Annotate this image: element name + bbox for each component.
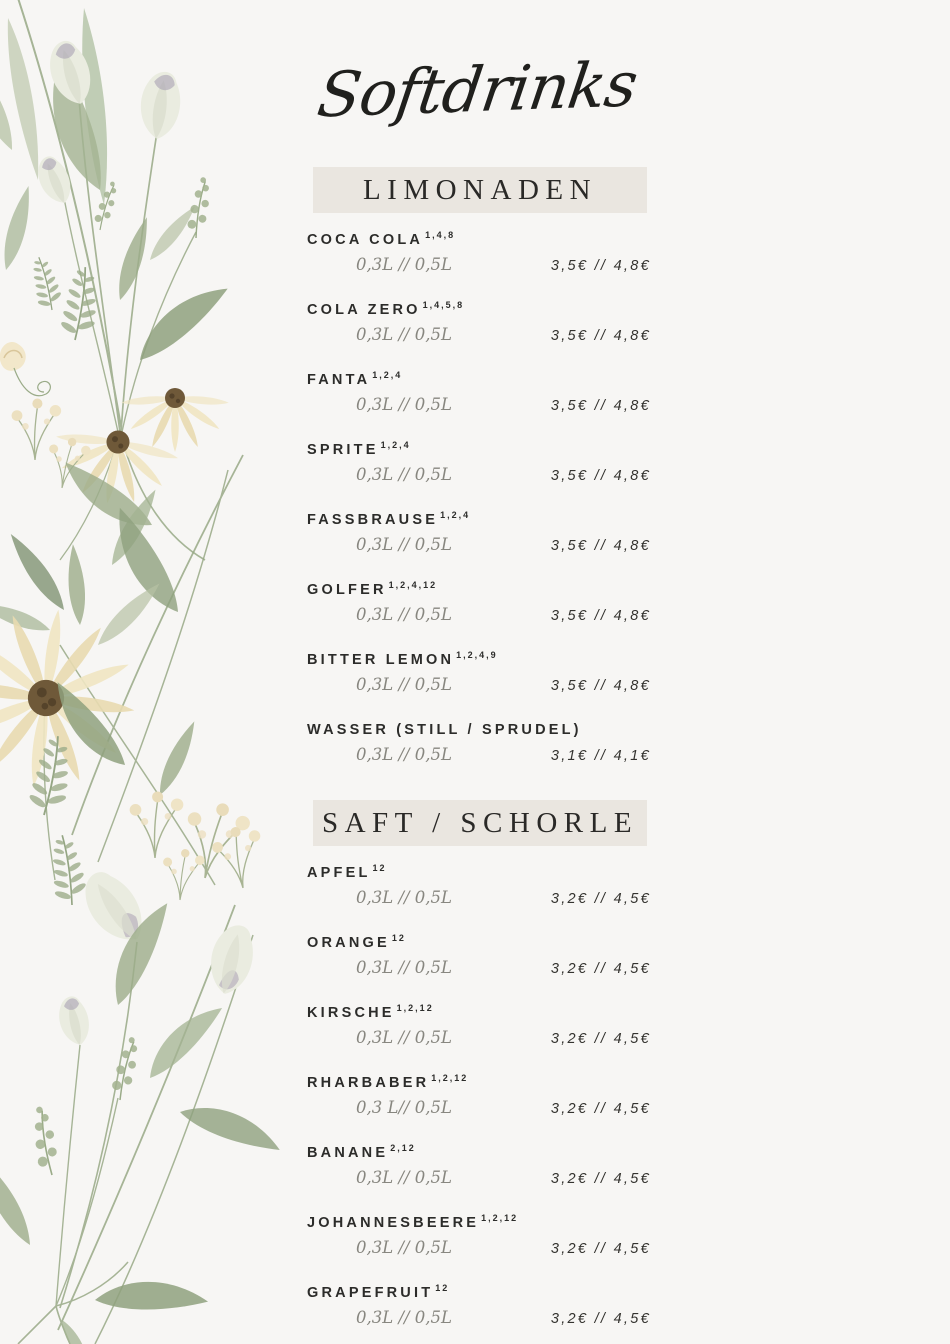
item-sizes: 0,3L // 0,5L bbox=[356, 1308, 453, 1327]
item-name-row bbox=[307, 231, 651, 250]
item-prices: 3,2€ // 4,5€ bbox=[550, 1101, 651, 1117]
item-detail-row bbox=[307, 745, 651, 766]
item-allergen-superscript: 1,2,12 bbox=[396, 1003, 434, 1013]
item-sizes: 0,3L // 0,5L bbox=[356, 605, 453, 624]
item-detail-row bbox=[307, 888, 651, 909]
item-name-row bbox=[307, 1074, 651, 1093]
item-name-row bbox=[307, 721, 651, 740]
page-title: Softdrinks bbox=[313, 47, 642, 132]
item-allergen-superscript: 1,2,4 bbox=[380, 440, 411, 450]
item-prices: 3,5€ // 4,8€ bbox=[550, 468, 651, 484]
item-sizes: 0,3 L// 0,5L bbox=[356, 1098, 453, 1117]
item-name-row bbox=[307, 371, 651, 390]
item-name-row bbox=[307, 934, 651, 953]
item-detail-row bbox=[307, 325, 651, 346]
item-sizes: 0,3L // 0,5L bbox=[356, 1168, 453, 1187]
item-name: GOLFER bbox=[307, 582, 387, 598]
item-prices: 3,2€ // 4,5€ bbox=[550, 1241, 651, 1257]
item-prices: 3,2€ // 4,5€ bbox=[550, 961, 651, 977]
item-prices: 3,5€ // 4,8€ bbox=[550, 258, 651, 274]
item-allergen-superscript: 1,2,4,9 bbox=[456, 650, 498, 660]
item-prices: 3,5€ // 4,8€ bbox=[550, 398, 651, 414]
item-name: BANANE bbox=[307, 1145, 389, 1161]
item-detail-row bbox=[307, 535, 651, 556]
item-allergen-superscript: 1,2,4,12 bbox=[388, 580, 438, 590]
item-prices: 3,2€ // 4,5€ bbox=[550, 1031, 651, 1047]
wildflower-illustration bbox=[0, 0, 330, 1344]
item-sizes: 0,3L // 0,5L bbox=[356, 1028, 453, 1047]
menu-item bbox=[307, 651, 651, 696]
menu-item bbox=[307, 371, 651, 416]
menu-item bbox=[307, 301, 651, 346]
item-name: RHARBABER bbox=[307, 1075, 430, 1091]
item-detail-row bbox=[307, 958, 651, 979]
menu-section bbox=[303, 167, 651, 766]
item-name-row bbox=[307, 581, 651, 600]
item-allergen-superscript: 12 bbox=[372, 863, 387, 873]
item-detail-row bbox=[307, 1168, 651, 1189]
menu-item bbox=[307, 1144, 651, 1189]
item-detail-row bbox=[307, 1308, 651, 1329]
item-prices: 3,5€ // 4,8€ bbox=[550, 678, 651, 694]
section-items bbox=[303, 213, 651, 766]
item-allergen-superscript: 1,2,4 bbox=[440, 510, 471, 520]
item-name: FANTA bbox=[307, 372, 371, 388]
menu-section bbox=[303, 800, 651, 1329]
menu-item bbox=[307, 934, 651, 979]
item-sizes: 0,3L // 0,5L bbox=[356, 255, 453, 274]
menu-item bbox=[307, 1284, 651, 1329]
item-prices: 3,2€ // 4,5€ bbox=[550, 1171, 651, 1187]
item-name: COCA COLA bbox=[307, 232, 424, 248]
item-name: BITTER LEMON bbox=[307, 652, 455, 668]
item-detail-row bbox=[307, 395, 651, 416]
item-sizes: 0,3L // 0,5L bbox=[356, 958, 453, 977]
item-detail-row bbox=[307, 605, 651, 626]
menu-item bbox=[307, 864, 651, 909]
item-name-row bbox=[307, 301, 651, 320]
menu-item bbox=[307, 1214, 651, 1259]
menu-item bbox=[307, 1004, 651, 1049]
item-sizes: 0,3L // 0,5L bbox=[356, 675, 453, 694]
item-sizes: 0,3L // 0,5L bbox=[356, 888, 453, 907]
item-name-row bbox=[307, 1214, 651, 1233]
item-name: WASSER (STILL / SPRUDEL) bbox=[307, 722, 582, 738]
item-name-row bbox=[307, 511, 651, 530]
item-name: COLA ZERO bbox=[307, 302, 421, 318]
item-sizes: 0,3L // 0,5L bbox=[356, 465, 453, 484]
menu-item bbox=[307, 1074, 651, 1119]
item-allergen-superscript: 1,4,8 bbox=[425, 230, 456, 240]
item-detail-row bbox=[307, 675, 651, 696]
item-name-row bbox=[307, 441, 651, 460]
item-name: KIRSCHE bbox=[307, 1005, 395, 1021]
item-name: SPRITE bbox=[307, 442, 379, 458]
item-name-row bbox=[307, 864, 651, 883]
menu-item bbox=[307, 441, 651, 486]
item-allergen-superscript: 12 bbox=[435, 1283, 450, 1293]
item-name: ORANGE bbox=[307, 935, 390, 951]
menu-item bbox=[307, 231, 651, 276]
item-allergen-superscript: 1,4,5,8 bbox=[422, 300, 465, 310]
item-prices: 3,5€ // 4,8€ bbox=[550, 328, 651, 344]
item-name-row bbox=[307, 1144, 651, 1163]
item-name: FASSBRAUSE bbox=[307, 512, 439, 528]
item-allergen-superscript: 2,12 bbox=[390, 1143, 416, 1153]
menu-sections bbox=[303, 167, 651, 1329]
item-detail-row bbox=[307, 1028, 651, 1049]
item-allergen-superscript: 12 bbox=[391, 933, 406, 943]
menu-item bbox=[307, 581, 651, 626]
item-prices: 3,1€ // 4,1€ bbox=[550, 748, 651, 764]
item-detail-row bbox=[307, 1238, 651, 1259]
section-items bbox=[303, 846, 651, 1329]
item-name: GRAPEFRUIT bbox=[307, 1285, 434, 1301]
menu-content bbox=[303, 0, 651, 1344]
section-header bbox=[313, 800, 647, 846]
item-name-row bbox=[307, 1004, 651, 1023]
section-header-label: LIMONADEN bbox=[362, 173, 598, 206]
item-detail-row bbox=[307, 1098, 651, 1119]
item-sizes: 0,3L // 0,5L bbox=[356, 325, 453, 344]
menu-item bbox=[307, 511, 651, 556]
item-sizes: 0,3L // 0,5L bbox=[356, 745, 453, 764]
item-allergen-superscript: 1,2,12 bbox=[481, 1213, 519, 1223]
item-prices: 3,2€ // 4,5€ bbox=[550, 1311, 651, 1327]
item-name-row bbox=[307, 651, 651, 670]
menu-item bbox=[307, 721, 651, 766]
item-detail-row bbox=[307, 465, 651, 486]
item-sizes: 0,3L // 0,5L bbox=[356, 535, 453, 554]
item-allergen-superscript: 1,2,4 bbox=[372, 370, 403, 380]
item-name-row bbox=[307, 1284, 651, 1303]
section-header bbox=[313, 167, 647, 213]
item-allergen-superscript: 1,2,12 bbox=[431, 1073, 469, 1083]
item-sizes: 0,3L // 0,5L bbox=[356, 395, 453, 414]
section-header-label: SAFT / SCHORLE bbox=[321, 806, 639, 839]
item-prices: 3,5€ // 4,8€ bbox=[550, 608, 651, 624]
item-name: JOHANNESBEERE bbox=[307, 1215, 480, 1231]
item-name: APFEL bbox=[307, 865, 371, 881]
item-sizes: 0,3L // 0,5L bbox=[356, 1238, 453, 1257]
item-prices: 3,5€ // 4,8€ bbox=[550, 538, 651, 554]
item-detail-row bbox=[307, 255, 651, 276]
item-prices: 3,2€ // 4,5€ bbox=[550, 891, 651, 907]
